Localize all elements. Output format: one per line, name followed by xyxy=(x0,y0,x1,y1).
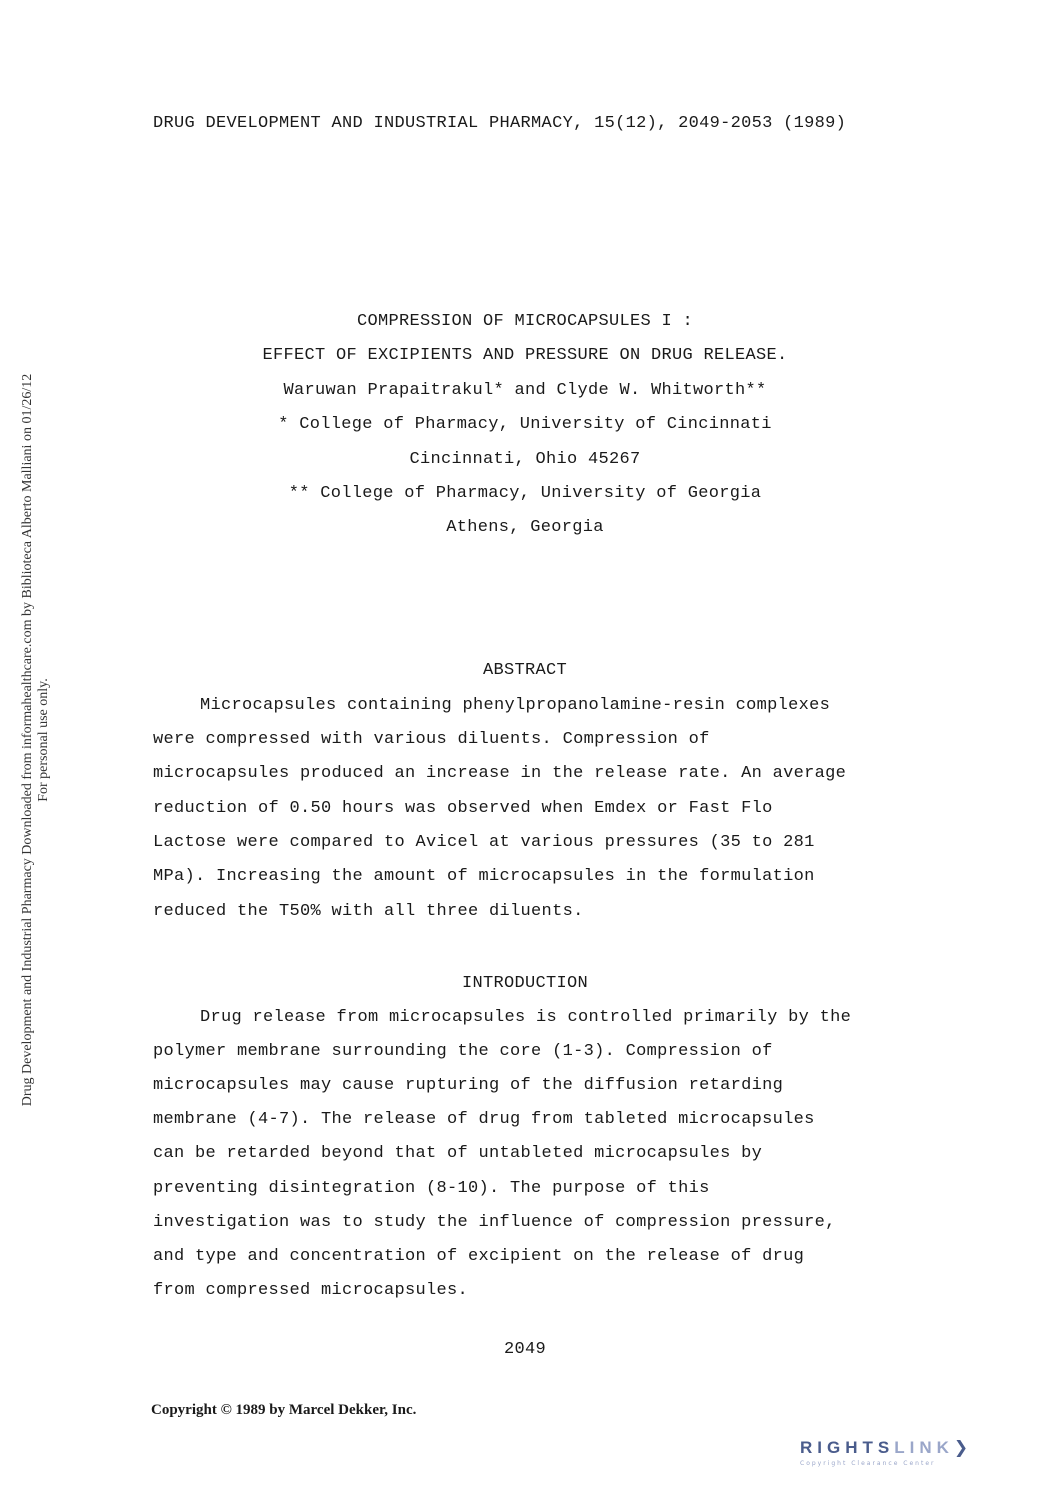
abstract-line: microcapsules produced an increase in the release rate. An average xyxy=(153,764,847,783)
abstract-line: reduced the T50% with all three diluents. xyxy=(153,902,584,921)
abstract-line: were compressed with various diluents. Compression of xyxy=(153,730,710,749)
rightslink-logo-dark: RIGHTS xyxy=(800,1438,895,1457)
affiliation-2: Cincinnati, Ohio 45267 xyxy=(409,450,641,469)
title-line-2: EFFECT OF EXCIPIENTS AND PRESSURE ON DRUG RELEASE. xyxy=(262,346,788,365)
download-notice-line1: Drug Development and Industrial Pharmacy Downloaded from informahealthcare.com by Biblioteca Alberto Malliani on 01/26/12 xyxy=(20,373,35,1107)
rightslink-logo[interactable] xyxy=(800,1438,1030,1478)
introduction-line: polymer membrane surrounding the core (1-3). Compression of xyxy=(153,1042,773,1061)
title-line-1: COMPRESSION OF MICROCAPSULES I : xyxy=(356,312,694,331)
introduction-line: Drug release from microcapsules is controlled primarily by the xyxy=(200,1008,852,1027)
introduction-line: preventing disintegration (8-10). The purpose of this xyxy=(153,1179,710,1198)
introduction-heading: INTRODUCTION xyxy=(461,974,589,993)
introduction-line: microcapsules may cause rupturing of the diffusion retarding xyxy=(153,1076,784,1095)
abstract-heading: ABSTRACT xyxy=(482,661,567,680)
abstract-line: Lactose were compared to Avicel at various pressures (35 to 281 xyxy=(153,833,815,852)
introduction-line: and type and concentration of excipient on the release of drug xyxy=(153,1247,805,1266)
introduction-line: can be retarded beyond that of untableted microcapsules by xyxy=(153,1144,763,1163)
abstract-line: MPa). Increasing the amount of microcapsules in the formulation xyxy=(153,867,815,886)
abstract-line: Microcapsules containing phenylpropanolamine-resin complexes xyxy=(200,696,831,715)
download-notice-line2: For personal use only. xyxy=(36,678,51,802)
authors: Waruwan Prapaitrakul* and Clyde W. Whitworth** xyxy=(283,381,767,400)
journal-header: DRUG DEVELOPMENT AND INDUSTRIAL PHARMACY, 15(12), 2049-2053 (1989) xyxy=(153,114,847,133)
introduction-line: from compressed microcapsules. xyxy=(153,1281,469,1300)
page-number: 2049 xyxy=(503,1340,546,1359)
abstract-line: reduction of 0.50 hours was observed when Emdex or Fast Flo xyxy=(153,799,773,818)
affiliation-3: ** College of Pharmacy, University of Georgia xyxy=(288,484,762,503)
introduction-line: membrane (4-7). The release of drug from tableted microcapsules xyxy=(153,1110,815,1129)
rightslink-logo-subtitle: Copyright Clearance Center xyxy=(800,1460,936,1467)
introduction-line: investigation was to study the influence of compression pressure, xyxy=(153,1213,836,1232)
rightslink-logo-light: LINK xyxy=(894,1438,954,1457)
affiliation-1: * College of Pharmacy, University of Cincinnati xyxy=(278,415,772,434)
chevron-logo-icon: ❯ xyxy=(953,1438,969,1457)
copyright-notice: Copyright © 1989 by Marcel Dekker, Inc. xyxy=(151,1402,417,1418)
affiliation-4: Athens, Georgia xyxy=(446,518,604,537)
